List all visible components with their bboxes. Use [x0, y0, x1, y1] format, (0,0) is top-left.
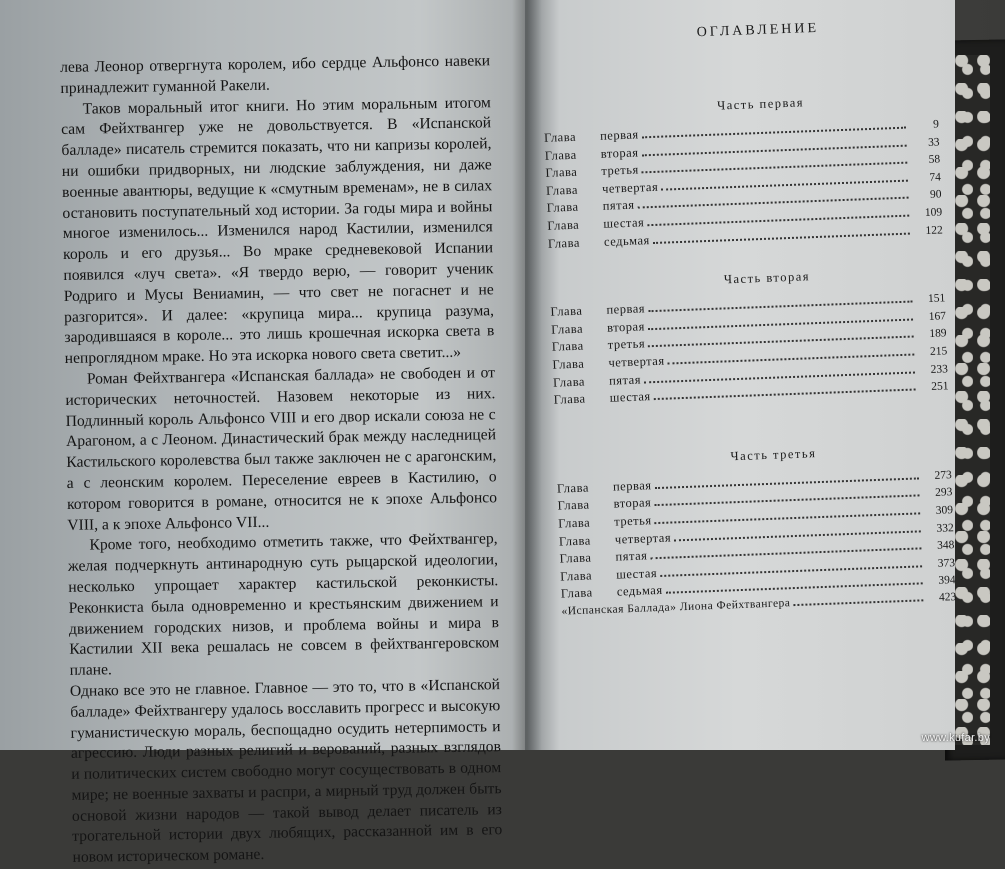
chapter-name: вторая	[606, 319, 646, 335]
chapter-name: шестая	[615, 565, 658, 582]
chapter-name: третья	[601, 162, 639, 179]
page-number: 273	[934, 468, 952, 482]
page-number: 373	[937, 556, 956, 570]
chapter-label: Глава	[559, 550, 592, 566]
left-page-text	[60, 51, 503, 869]
chapter-label: Глава	[547, 217, 580, 233]
chapter-label: Глава	[546, 200, 579, 216]
page-number: 251	[931, 380, 949, 394]
chapter-name: первая	[606, 301, 646, 317]
chapter-label: Глава	[544, 147, 577, 163]
page-number: 233	[930, 362, 949, 376]
chapter-name: четвертая	[601, 179, 659, 196]
page-number: 167	[928, 310, 947, 323]
page-number: 309	[935, 504, 954, 517]
chapter-name: первая	[612, 477, 652, 494]
chapter-label: Глава	[553, 391, 586, 407]
paragraph: Роман Фейхтвангера «Испанская баллада» не свободен и от исторических неточностей. Назовем некоторые из них. Подлинный король Альфонсо VIII и его двор искали союза не с Арагоном, а с Леоном. Династический брак между наследницей Кастильского королевства был также заключен не с арагонским, а с леонским королем. Переселение евреев в Кастилию, о котором говорится в романе, относится не к эпохе Альфонсо VIII, а к эпохе Альфонсо VII...	[65, 364, 498, 534]
watermark: www.kufar.by	[921, 732, 990, 744]
paragraph: лева Леонор отвергнута королем, ибо сердце Альфонсо навеки принадлежит гуманной Ракели.	[60, 52, 491, 97]
chapter-label: Глава	[552, 356, 585, 372]
chapter-label: Глава	[547, 235, 581, 251]
chapter-name: четвертая	[614, 530, 672, 547]
chapter-name: пятая	[615, 548, 648, 564]
chapter-name: третья	[613, 513, 652, 529]
chapter-label: Глава	[543, 129, 577, 145]
chapter-label: Глава	[557, 497, 590, 513]
chapter-name: первая	[599, 127, 639, 143]
paragraph: Однако все это не главное. Главное — это то, что в «Испанской балладе» Фейхтвангеру удалось восславить прогресс и высокую гуманистическую мораль, беспощадно осудить нетерпимость и агрессию. Люди разных религий и верований, разных взглядов и политических систем свободно могут сосуществовать в одном мире; не военные захваты и распри, а мирный труд должен быть основой жизни народов — такой вывод делает писатель из трогательной истории двух любящих, рассказанной им в его новом историческом романе.	[69, 676, 503, 867]
chapter-name: третья	[607, 336, 646, 353]
chapter-name: вторая	[613, 495, 652, 511]
page-number: 293	[934, 486, 953, 500]
page-number: 215	[929, 345, 948, 358]
chapter-label: Глава	[559, 568, 593, 584]
endpaper-pattern	[955, 55, 990, 745]
chapter-label: Глава	[556, 480, 590, 496]
chapter-label: Глава	[560, 585, 593, 601]
page-number: 90	[929, 188, 942, 202]
page-number: 58	[928, 153, 941, 167]
chapter-label: Глава	[550, 303, 583, 319]
chapter-label: Глава	[545, 182, 579, 198]
chapter-label: Глава	[558, 532, 592, 549]
toc-parts	[543, 90, 957, 621]
book-gutter	[512, 0, 542, 750]
part-title: Часть первая	[716, 95, 805, 113]
paragraph: Кроме того, необходимо отметить также, что Фейхтвангер, желая подчеркнуть антинародную суть рыцарской идеологии, несколько упрощает характер кастильской реконкисты. Реконкиста была одновременно и крестьянским движением и движением городских низов, и проблема войны и мира в Кастилии XII века решалась не совсем в фейхтвангеровском плане.	[67, 530, 500, 680]
chapter-label: Глава	[551, 338, 584, 355]
page-number: 394	[938, 574, 956, 588]
page-number: 423	[938, 591, 957, 604]
chapter-label: Глава	[552, 374, 586, 390]
afterword-title: «Испанская Баллада» Лиона Фейхтвангера	[561, 597, 791, 618]
page-number: 33	[927, 136, 940, 149]
chapter-name: пятая	[608, 372, 642, 388]
toc-part	[543, 90, 943, 253]
page-number: 109	[924, 206, 943, 219]
chapter-name: вторая	[600, 145, 639, 161]
page-number: 348	[936, 539, 955, 552]
chapter-label: Глава	[558, 515, 591, 531]
toc-part	[549, 265, 949, 410]
table-of-contents	[540, 11, 957, 622]
chapter-label: Глава	[545, 164, 578, 181]
chapter-label: Глава	[550, 321, 584, 337]
page-number: 151	[927, 292, 946, 306]
page-number: 122	[925, 223, 944, 237]
toc-title: ОГЛАВЛЕНИЕ	[696, 20, 820, 41]
part-title: Часть третья	[730, 445, 817, 464]
toc-part	[556, 441, 957, 621]
chapter-name: шестая	[609, 389, 651, 405]
chapter-name: седьмая	[616, 583, 663, 599]
page-number: 74	[929, 171, 942, 184]
page-number: 9	[932, 118, 940, 131]
chapter-name: шестая	[603, 215, 645, 231]
part-title: Часть вторая	[723, 269, 811, 287]
page-number: 189	[929, 327, 947, 341]
page-number: 332	[936, 521, 954, 535]
chapter-name: седьмая	[603, 232, 650, 249]
paragraph: Таков моральный итог книги. Но этим моральным итогом сам Фейхтвангер уже не довольствуется. В «Испанской балладе» писатель стремится показать, что ни капризы королей, ни ошибки придворных, ни людские заблуждения, ни даже военные авантюры, ведущие к «смутным временам», не в силах остановить поступательный ход истории. За годы мира и войны многое изменилось... Изменился народ Кастилии, изменился король и его друзья... Во мраке средневековой Испании появился «луч света». «Я твердо верю, — говорит ученик Родриго и Мусы Вениамин, — что свет не погаснет и не разгорится». И далее: «крупица мира... крупица разума, зародившаяся в короле... это лишь крошечная искорка света в непроглядном мраке. Но эта искорка нового света светит...»	[60, 93, 495, 368]
chapter-name: четвертая	[608, 353, 665, 370]
chapter-name: пятая	[602, 198, 635, 214]
